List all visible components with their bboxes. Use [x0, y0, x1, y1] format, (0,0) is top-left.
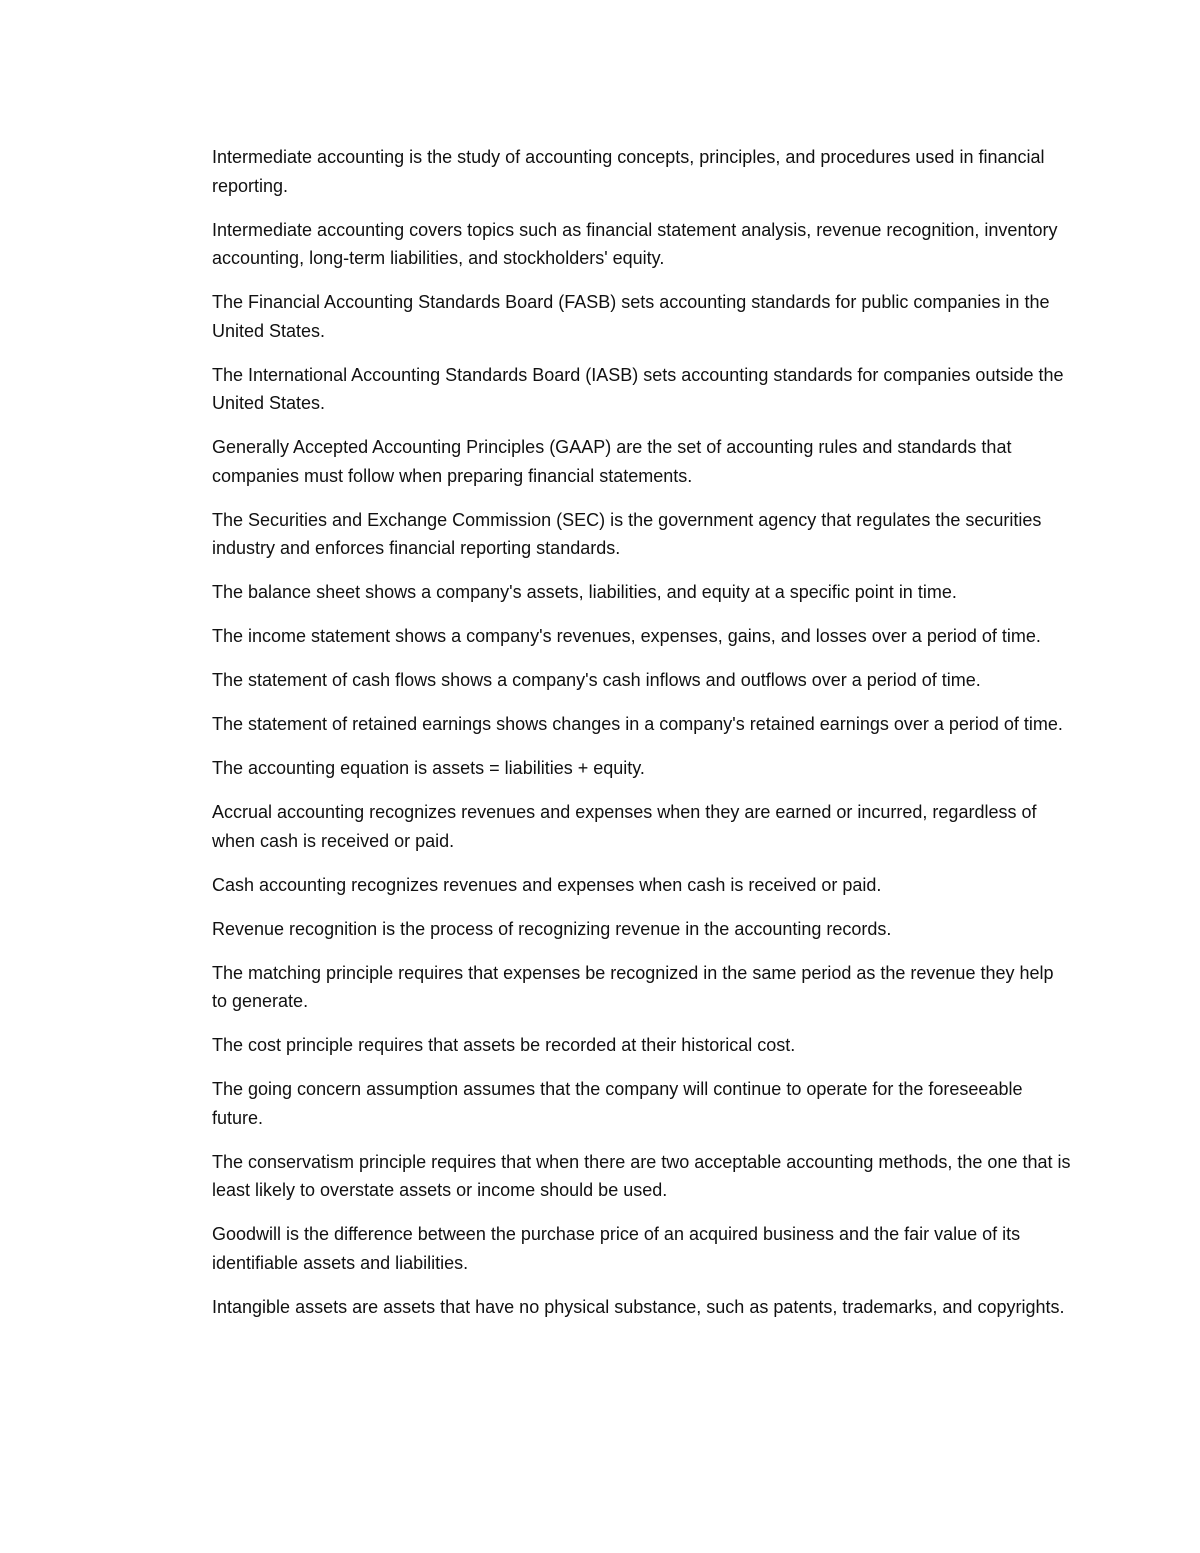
paragraph-cost-principle: The cost principle requires that assets be recorded at their historical cost. — [212, 1035, 796, 1055]
paragraph-going-concern: The going concern assumption assumes that the company will continue to operate for the foreseeable future. — [212, 1079, 1023, 1128]
paragraph-accrual-accounting: Accrual accounting recognizes revenues and expenses when they are earned or incurred, regardless of when cash is received or paid. — [212, 802, 1037, 851]
paragraph-goodwill: Goodwill is the difference between the purchase price of an acquired business and the fair value of its identifiable assets and liabilities. — [212, 1224, 1021, 1273]
paragraph-revenue-recognition: Revenue recognition is the process of recognizing revenue in the accounting records. — [212, 918, 892, 939]
paragraph-fasb: The Financial Accounting Standards Board (FASB) sets accounting standards for public companies in the United States. — [212, 292, 1050, 341]
paragraph-income-statement: The income statement shows a company's revenues, expenses, gains, and losses over a period of time. — [212, 626, 1041, 646]
paragraph-iasb: The International Accounting Standards Board (IASB) sets accounting standards for companies outside the United States. — [212, 364, 1064, 413]
paragraph-cash-accounting: Cash accounting recognizes revenues and expenses when cash is received or paid. — [212, 874, 882, 895]
paragraph-balance-sheet: The balance sheet shows a company's assets, liabilities, and equity at a specific point in time. — [212, 582, 957, 602]
paragraph-gaap: Generally Accepted Accounting Principles (GAAP) are the set of accounting rules and standards that companies must follow when preparing financial statements. — [212, 437, 1012, 486]
paragraph-cash-flows: The statement of cash flows shows a company's cash inflows and outflows over a period of time. — [212, 670, 981, 690]
paragraph-accounting-equation: The accounting equation is assets = liabilities + equity. — [212, 758, 645, 778]
paragraph-retained-earnings: The statement of retained earnings shows changes in a company's retained earnings over a period of time. — [212, 714, 1063, 734]
paragraph-matching-principle: The matching principle requires that expenses be recognized in the same period as the revenue they help to generate. — [212, 962, 1054, 1011]
paragraph-intermediate-accounting-definition: Intermediate accounting is the study of accounting concepts, principles, and procedures used in financial reporting. — [212, 147, 1045, 196]
paragraph-intangible-assets: Intangible assets are assets that have no physical substance, such as patents, trademarks, and copyrights. — [212, 1296, 1065, 1317]
paragraph-intermediate-accounting-topics: Intermediate accounting covers topics such as financial statement analysis, revenue recognition, inventory accounting, long-term liabilities, and stockholders' equity. — [212, 219, 1058, 268]
paragraph-conservatism-principle: The conservatism principle requires that when there are two acceptable accounting methods, the one that is least likely to overstate assets or income should be used. — [212, 1151, 1071, 1200]
document-body — [212, 143, 1072, 1337]
paragraph-sec: The Securities and Exchange Commission (SEC) is the government agency that regulates the securities industry and enforces financial reporting standards. — [212, 509, 1042, 558]
